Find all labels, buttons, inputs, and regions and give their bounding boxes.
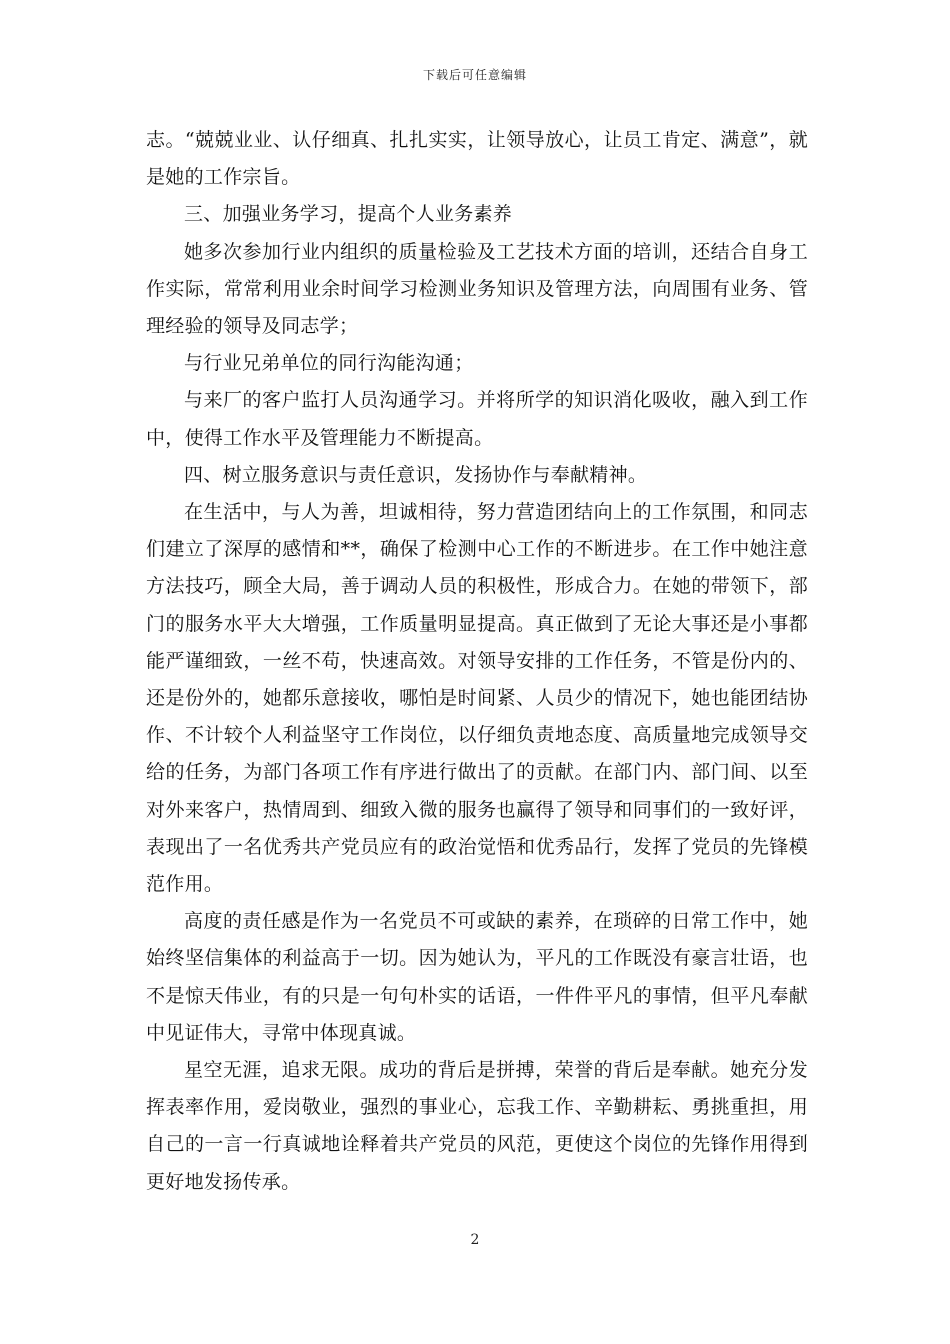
document-body	[146, 122, 808, 1201]
paragraph-continuation: 志。“兢兢业业、认仔细真、扎扎实实，让领导放心，让员工肯定、满意”，就是她的工作宗旨。	[146, 129, 808, 189]
paragraph: 与行业兄弟单位的同行沟能沟通；	[184, 352, 474, 375]
page-number: 2	[470, 1232, 480, 1248]
section-heading-3: 三、加强业务学习，提高个人业务素养	[184, 203, 513, 226]
section-heading-4: 四、树立服务意识与责任意识，发扬协作与奉献精神。	[184, 463, 648, 486]
paragraph: 她多次参加行业内组织的质量检验及工艺技术方面的培训，还结合自身工作实际，常常利用业余时间学习检测业务知识及管理方法，向周围有业务、管理经验的领导及同志学；	[146, 240, 808, 338]
paragraph: 高度的责任感是作为一名党员不可或缺的素养，在琐碎的日常工作中，她始终坚信集体的利益高于一切。因为她认为，平凡的工作既没有豪言壮语，也不是惊天伟业，有的只是一句句朴实的话语，一件件平凡的事情，但平凡奉献中见证伟大，寻常中体现真诚。	[146, 910, 808, 1044]
paragraph: 星空无涯，追求无限。成功的背后是拼搏，荣誉的背后是奉献。她充分发挥表率作用，爱岗敬业，强烈的事业心，忘我工作、辛勤耕耘、勇挑重担，用自己的一言一行真诚地诠释着共产党员的风范，更使这个岗位的先锋作用得到更好地发扬传承。	[146, 1059, 808, 1193]
page-header: 下载后可任意编辑	[422, 68, 527, 82]
paragraph: 在生活中，与人为善，坦诚相待，努力营造团结向上的工作氛围，和同志们建立了深厚的感情和**，确保了检测中心工作的不断进步。在工作中她注意方法技巧，顾全大局，善于调动人员的积极性，形成合力。在她的带领下，部门的服务水平大大增强，工作质量明显提高。真正做到了无论大事还是小事都能严谨细致，一丝不苟，快速高效。对领导安排的工作任务，不管是份内的、还是份外的，她都乐意接收，哪怕是时间紧、人员少的情况下，她也能团结协作、不计较个人利益坚守工作岗位，以仔细负责地态度、高质量地完成领导交给的任务，为部门各项工作有序进行做出了的贡献。在部门内、部门间、以至对外来客户，热情周到、细致入微的服务也赢得了领导和同事们的一致好评，表现出了一名优秀共产党员应有的政治觉悟和优秀品行，发挥了党员的先锋模范作用。	[146, 501, 808, 896]
paragraph: 与来厂的客户监打人员沟通学习。并将所学的知识消化吸收，融入到工作中，使得工作水平及管理能力不断提高。	[146, 389, 808, 449]
